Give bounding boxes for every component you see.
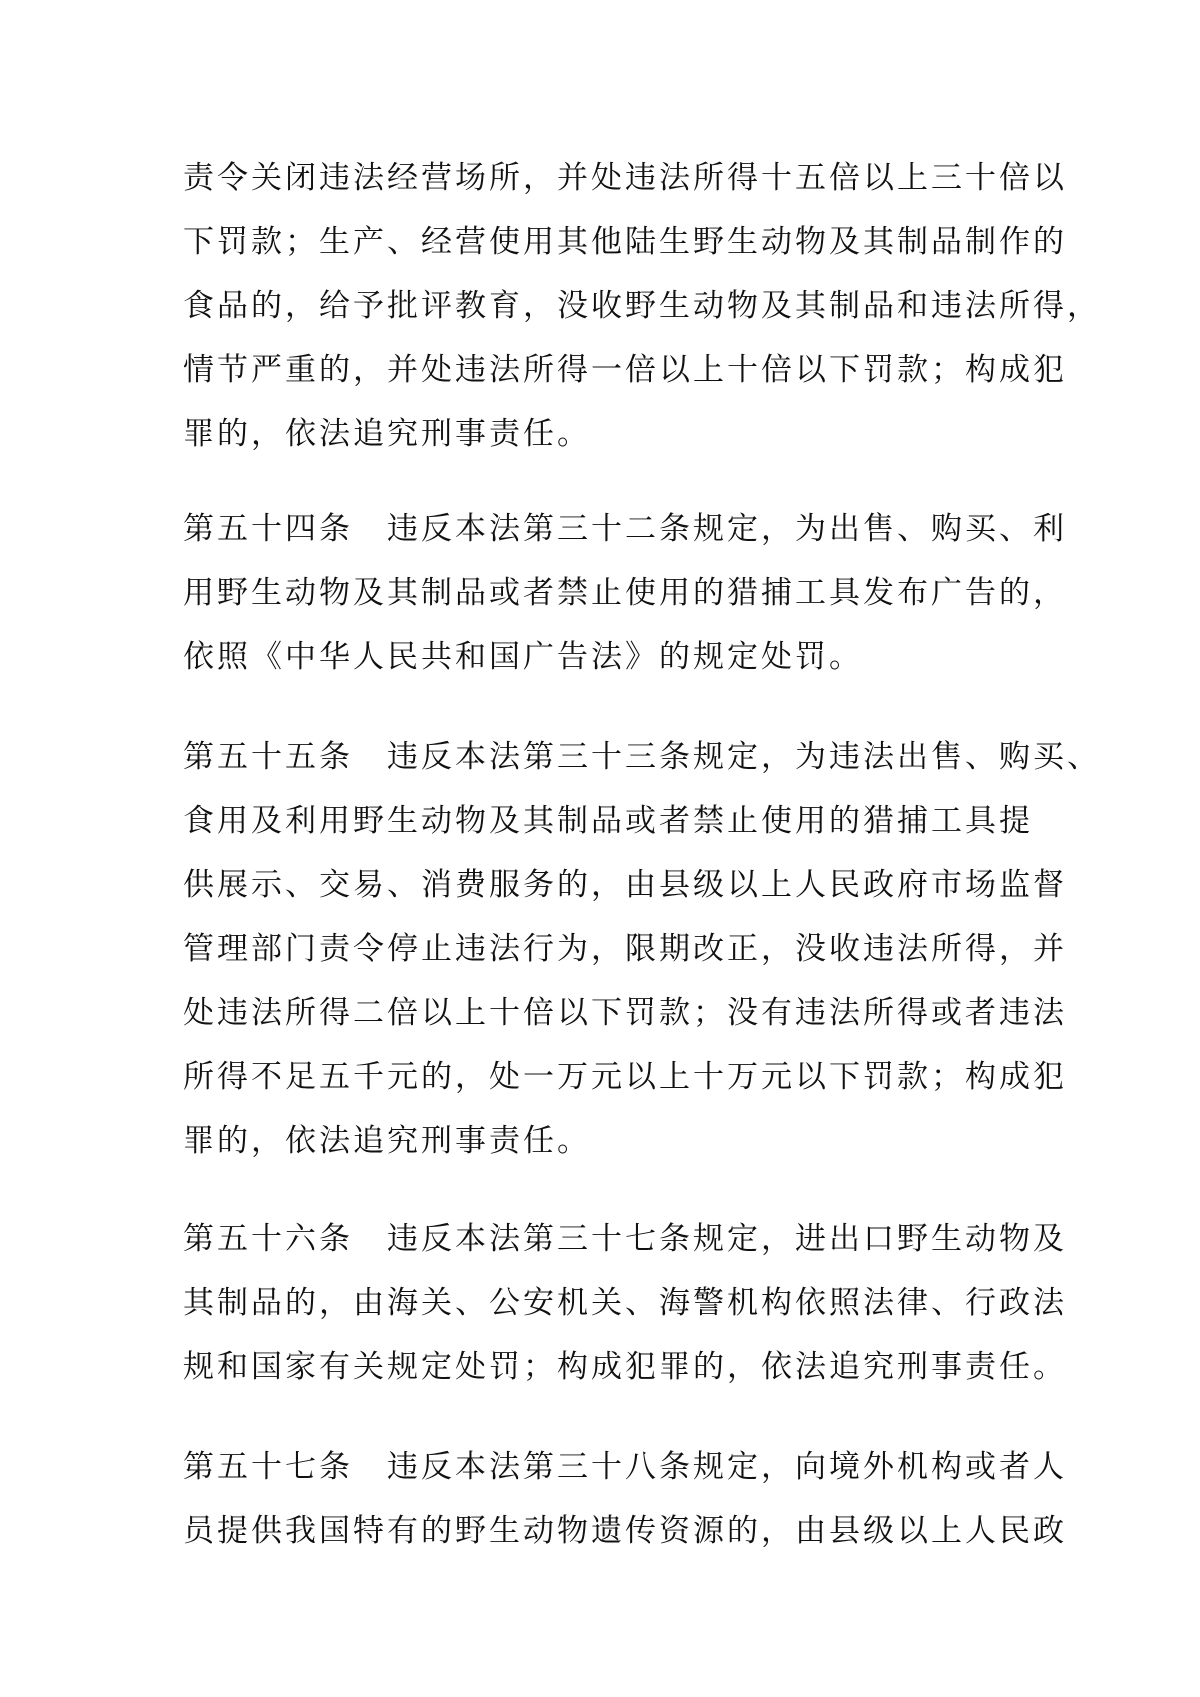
text-line: 员提供我国特有的野生动物遗传资源的，由县级以上人民政 xyxy=(183,1513,1067,1549)
text-line: 处违法所得二倍以上十倍以下罚款；没有违法所得或者违法 xyxy=(183,995,1067,1031)
text-line: 规和国家有关规定处罚；构成犯罪的，依法追究刑事责任。 xyxy=(183,1349,1067,1385)
text-line: 罪的，依法追究刑事责任。 xyxy=(183,1123,591,1159)
text-line: 管理部门责令停止违法行为，限期改正，没收违法所得，并 xyxy=(183,931,1067,967)
text-line: 第五十六条 违反本法第三十七条规定，进出口野生动物及 xyxy=(183,1221,1067,1257)
article-56 xyxy=(183,1207,1067,1399)
text-line: 所得不足五千元的，处一万元以上十万元以下罚款；构成犯 xyxy=(183,1059,1067,1095)
article-57 xyxy=(183,1435,1067,1563)
text-line: 用野生动物及其制品或者禁止使用的猎捕工具发布广告的， xyxy=(183,575,1067,611)
text-line: 下罚款；生产、经营使用其他陆生野生动物及其制品制作的 xyxy=(183,224,1067,260)
text-line: 第五十五条 违反本法第三十三条规定，为违法出售、购买、 xyxy=(183,739,1101,775)
text-line: 罪的，依法追究刑事责任。 xyxy=(183,416,591,452)
text-line: 第五十七条 违反本法第三十八条规定，向境外机构或者人 xyxy=(183,1449,1067,1485)
text-line: 情节严重的，并处违法所得一倍以上十倍以下罚款；构成犯 xyxy=(183,352,1067,388)
text-line: 食用及利用野生动物及其制品或者禁止使用的猎捕工具提 xyxy=(183,803,1033,839)
article-55 xyxy=(183,725,1101,1173)
text-line: 食品的，给予批评教育，没收野生动物及其制品和违法所得， xyxy=(183,288,1101,324)
article-54 xyxy=(183,497,1067,689)
text-line: 第五十四条 违反本法第三十二条规定，为出售、购买、利 xyxy=(183,511,1067,547)
text-line: 供展示、交易、消费服务的，由县级以上人民政府市场监督 xyxy=(183,867,1067,903)
text-line: 责令关闭违法经营场所，并处违法所得十五倍以上三十倍以 xyxy=(183,160,1067,196)
text-line: 依照《中华人民共和国广告法》的规定处罚。 xyxy=(183,639,863,675)
text-line: 其制品的，由海关、公安机关、海警机构依照法律、行政法 xyxy=(183,1285,1067,1321)
paragraph-continuation xyxy=(183,146,1101,466)
